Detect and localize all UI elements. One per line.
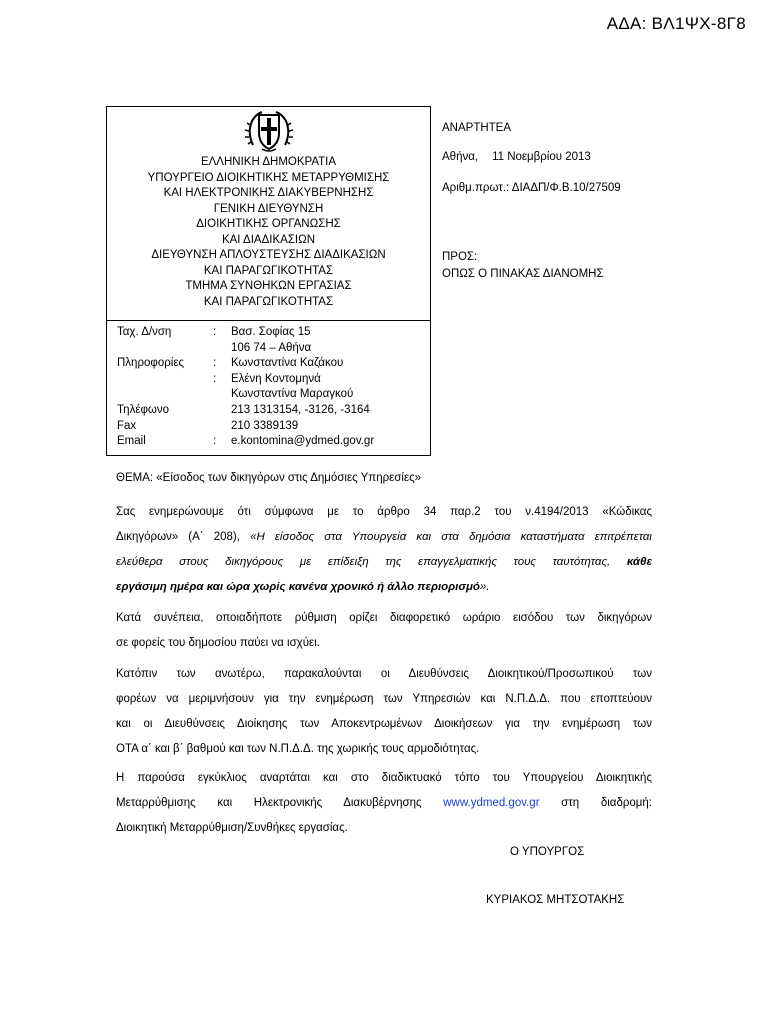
text-plain: Μεταρρύθμισης και Ηλεκτρονικής Διακυβέρνησης — [116, 797, 422, 809]
contact-row — [117, 403, 430, 419]
paragraph-1 — [116, 500, 652, 600]
website-link[interactable]: www.ydmed.gov.gr — [443, 797, 540, 809]
signature-name: ΚΥΡΙΑΚΟΣ ΜΗΤΣΟΤΑΚΗΣ — [486, 894, 625, 906]
contact-colon: : — [213, 435, 217, 448]
paragraph-line: φορέων να μεριμνήσουν για την ενημέρωση των Υπηρεσιών και Ν.Π.Δ.Δ. που εποπτεύουν — [116, 693, 652, 705]
greek-emblem-icon — [243, 109, 295, 153]
contact-details — [107, 321, 430, 450]
header-line: ΔΙΟΙΚΗΤΙΚΗΣ ΟΡΓΑΝΩΣΗΣ — [196, 218, 341, 230]
header-line: ΚΑΙ ΔΙΑΔΙΚΑΣΙΩΝ — [221, 233, 316, 246]
contact-value: 106 74 – Αθήνα — [231, 341, 312, 354]
text-italic: ». — [479, 581, 490, 593]
header-line: ΕΛΛΗΝΙΚΗ ΔΗΜΟΚΡΑΤΙΑ — [200, 156, 337, 168]
contact-label — [117, 372, 213, 388]
sender-box — [106, 106, 431, 456]
contact-value: Βασ. Σοφίας 15 — [231, 326, 311, 338]
paragraph-line: σε φορείς του δημοσίου παύει να ισχύει. — [116, 637, 320, 649]
recipients-value: ΟΠΩΣ Ο ΠΙΝΑΚΑΣ ΔΙΑΝΟΜΗΣ — [442, 268, 604, 280]
contact-label: Fax — [117, 419, 137, 432]
contact-colon — [213, 341, 231, 357]
subject-line: ΘΕΜΑ: «Είσοδος των δικηγόρων στις Δημόσιες Υπηρεσίες» — [116, 472, 422, 484]
text-plain: στη διαδρομή: — [561, 797, 652, 809]
contact-colon — [213, 419, 231, 435]
paragraph-line — [116, 525, 652, 550]
header-line: ΚΑΙ ΗΛΕΚΤΡΟΝΙΚΗΣ ΔΙΑΚΥΒΕΡΝΗΣΗΣ — [163, 187, 374, 199]
contact-value: Ελένη Κοντομηνά — [231, 372, 321, 385]
text-bold-italic: εργάσιμη ημέρα και ώρα χωρίς κανένα χρονικό ή άλλο περιορισμό — [116, 581, 480, 593]
contact-row — [117, 356, 430, 372]
contact-row — [117, 372, 430, 388]
contact-row — [117, 419, 430, 435]
header-line: ΓΕΝΙΚΗ ΔΙΕΥΘΥΝΣΗ — [213, 202, 324, 215]
contact-colon — [213, 387, 231, 403]
contact-colon: : — [213, 372, 217, 385]
contact-label: Πληροφορίες — [117, 357, 185, 370]
paragraph-line: Η παρούσα εγκύκλιος αναρτάται και στο διαδικτυακό τόπο του Υπουργείου Διοικητικής — [116, 772, 652, 784]
paragraph-line — [116, 575, 652, 600]
paragraph-line: Σας ενημερώνουμε ότι σύμφωνα με το άρθρο 34 παρ.2 του ν.4194/2013 «Κώδικας — [116, 506, 652, 518]
signature-title: Ο ΥΠΟΥΡΓΟΣ — [510, 846, 585, 858]
paragraph-line — [116, 550, 652, 575]
paragraph-line: Κατά συνέπεια, οποιαδήποτε ρύθμιση ορίζει διαφορετικό ωράριο εισόδου των δικηγόρων — [116, 612, 652, 624]
sender-header-lines — [107, 155, 430, 310]
contact-label: Ταχ. Δ/νση — [117, 326, 172, 338]
sender-header — [107, 109, 430, 321]
contact-value: Κωνσταντίνα Καζάκου — [231, 357, 344, 370]
paragraph-line: ΟΤΑ α΄ και β΄ βαθμού και των Ν.Π.Δ.Δ. της χωρικής τους αρμοδιότητας. — [116, 743, 480, 755]
recipients-label: ΠΡΟΣ: — [442, 251, 478, 263]
paragraph-3 — [116, 662, 652, 762]
paragraph-4 — [116, 766, 652, 841]
ada-code: ΑΔΑ: ΒΛ1ΨΧ-8Γ8 — [606, 14, 746, 33]
contact-row — [117, 341, 430, 357]
header-line: ΚΑΙ ΠΑΡΑΓΩΓΙΚΟΤΗΤΑΣ — [203, 264, 334, 277]
contact-label: Email — [117, 435, 146, 448]
text-italic: ελεύθερα στους δικηγόρους με επίδειξη της επαγγελματικής τους ταυτότητας, — [116, 556, 611, 568]
contact-row — [117, 434, 430, 450]
text-plain: Δικηγόρων» (Α΄ 208), — [116, 531, 251, 543]
header-line: ΚΑΙ ΠΑΡΑΓΩΓΙΚΟΤΗΤΑΣ — [203, 295, 334, 308]
protocol-number: Αριθμ.πρωτ.: ΔΙΑΔΠ/Φ.Β.10/27509 — [442, 182, 621, 194]
date: 11 Νοεμβρίου 2013 — [492, 151, 591, 163]
paragraph-line: Διοικητική Μεταρρύθμιση/Συνθήκες εργασίας. — [116, 822, 348, 834]
paragraph-2 — [116, 606, 652, 656]
header-line: ΔΙΕΥΘΥΝΣΗ ΑΠΛΟΥΣΤΕΥΣΗΣ ΔΙΑΔΙΚΑΣΙΩΝ — [151, 249, 386, 261]
paragraph-line: και οι Διευθύνσεις Διοίκησης των Αποκεντρωμένων Διοικήσεων για την ενημέρωση των — [116, 718, 652, 730]
text-bold-italic: κάθε — [626, 556, 652, 568]
text-italic: «Η είσοδος στα Υπουργεία και στα δημόσια καταστήματα επιτρέπεται — [250, 531, 652, 543]
contact-label — [117, 341, 213, 357]
posted-label: ΑΝΑΡΤΗΤΕΑ — [442, 122, 512, 134]
email-link[interactable]: e.kontomina@ydmed.gov.gr — [231, 435, 375, 448]
contact-value: Κωνσταντίνα Μαραγκού — [231, 388, 354, 401]
contact-label: Τηλέφωνο — [117, 403, 170, 416]
paragraph-line: Κατόπιν των ανωτέρω, παρακαλούνται οι Διευθύνσεις Διοικητικού/Προσωπικού των — [116, 668, 652, 680]
contact-colon: : — [213, 326, 217, 338]
contact-colon — [213, 403, 231, 419]
city: Αθήνα, — [442, 151, 479, 163]
header-line: ΤΜΗΜΑ ΣΥΝΘΗΚΩΝ ΕΡΓΑΣΙΑΣ — [185, 280, 352, 292]
contact-value: 213 1313154, -3126, -3164 — [231, 403, 370, 416]
contact-label — [117, 387, 213, 403]
date-line — [442, 151, 591, 163]
contact-value: 210 3389139 — [231, 419, 299, 432]
contact-colon: : — [213, 357, 217, 370]
header-line: ΥΠΟΥΡΓΕΙΟ ΔΙΟΙΚΗΤΙΚΗΣ ΜΕΤΑΡΡΥΘΜΙΣΗΣ — [147, 171, 390, 184]
contact-row — [117, 387, 430, 403]
contact-row — [117, 325, 430, 341]
paragraph-line — [116, 791, 652, 816]
